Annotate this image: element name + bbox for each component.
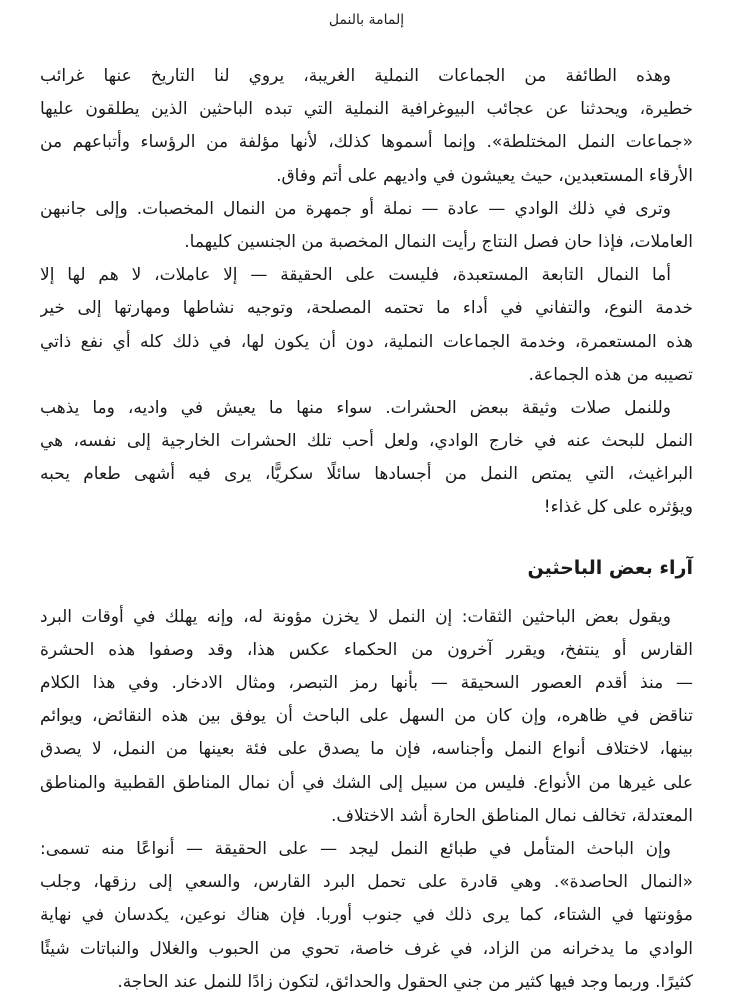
text-line: القارس أو ينتفخ، ويقرر آخرون من الحكماء عكس هذا، وقد وصفوا هذه الحشرة <box>40 639 693 660</box>
text-line: تناقض في ظاهره، وإن كان من السهل على الباحث أن يوفق بين هذه النقائض، ويوائم <box>40 706 693 727</box>
paragraph <box>40 259 693 392</box>
text-line: خطيرة، ويحدثنا عن عجائب البيوغرافية النملية التي تبده الباحثين الذين يطلقون عليها <box>40 99 693 120</box>
text-line: مؤونتها في الشتاء، كما يرى ذلك في جنوب أوربا. فإن هناك نوعين، يكدسان في نهاية <box>40 905 693 926</box>
text-line: — منذ أقدم العصور السحيقة — بأنها رمز التبصر، ومثال الادخار. وفي هذا الكلام <box>40 673 693 693</box>
text-line: ويقول بعض الباحثين الثقات: إن النمل لا يخزن مؤونة له، وإنه يهلك في أوقات البرد <box>40 606 671 627</box>
text-line: وترى في ذلك الوادي — عادة — نملة أو جمهرة من النمال المخصبات. وإلى جانبهن <box>40 198 671 219</box>
page-body <box>40 60 693 999</box>
paragraph <box>40 60 693 193</box>
text-line: الوادي ما يدخرانه من الزاد، في غرف خاصة، تحوي من الحبوب والغلال والنباتات شيئًا <box>40 938 693 959</box>
text-line: وللنمل صلات وثيقة ببعض الحشرات. سواء منها ما يعيش في واديه، وما يذهب <box>40 397 671 418</box>
text-line: «النمال الحاصدة». وهي قادرة على تحمل البرد القارس، والسعي إلى رزقها، وجلب <box>40 872 693 893</box>
text-line: وإن الباحث المتأمل في طبائع النمل ليجد — على الحقيقة — أنواعًا منه تسمى: <box>40 838 671 859</box>
text-line: بينها، لاختلاف أنواع النمل وأجناسه، فإن ما يصدق على فئة بعينها من النمل، لا يصدق <box>40 739 693 760</box>
text-line: الأرقاء المستعبدين، حيث يعيشون في واديهم على أتم وفاق. <box>276 165 693 186</box>
text-line: كثيرًا. وربما وجد فيها كثير من جني الحقول والحدائق، لتكون زادًا للنمل عند الحاجة. <box>117 971 693 992</box>
paragraph <box>40 601 693 833</box>
text-line: أما النمال التابعة المستعبدة، فليست على الحقيقة — إلا عاملات، لا هم لها إلا <box>40 265 671 286</box>
text-line: النمل للبحث عنه في خارج الوادي، ولعل أحب تلك الحشرات الخارجية إلى نفسه، هي <box>40 431 693 452</box>
text-line: ويؤثره على كل غذاء! <box>543 497 693 518</box>
paragraph <box>40 392 693 525</box>
text-line: العاملات، فإذا حان فصل النتاج رأيت النمال المخصبة من الجنسين كليهما. <box>184 231 693 252</box>
paragraph <box>40 193 693 259</box>
text-line: البراغيث، التي يمتص النمل من أجسادها سائلًا سكريًّا، يرى فيه أشهى طعام يحبه <box>40 464 693 485</box>
text-line: «جماعات النمل المختلطة». وإنما أسموها كذلك، لأنها مؤلفة من الرؤساء وأتباعهم من <box>40 132 693 153</box>
text-line: على غيرها من الأنواع. فليس من سبيل إلى الشك في أن نمال المناطق القطبية والمناطق <box>40 772 693 793</box>
text-line: وهذه الطائفة من الجماعات النملية الغريبة، يروي لنا التاريخ عنها غرائب <box>40 66 671 86</box>
section-heading: آراء بعض الباحثين <box>527 556 693 579</box>
text-line: تصيبه من هذه الجماعة. <box>528 364 693 385</box>
text-line: المعتدلة، تخالف نمال المناطق الحارة أشد الاختلاف. <box>331 805 693 826</box>
running-title: إلمامة بالنمل <box>328 12 405 28</box>
paragraph <box>40 833 693 999</box>
text-line: هذه المستعمرة، وخدمة الجماعات النملية، دون أن يكون لها، في ذلك كله أي نفع ذاتي <box>40 331 693 352</box>
text-line: خدمة النوع، والتفاني في أداء ما تحتمه المصلحة، وتوجيه نشاطها ومهارتها إلى خير <box>40 298 693 319</box>
